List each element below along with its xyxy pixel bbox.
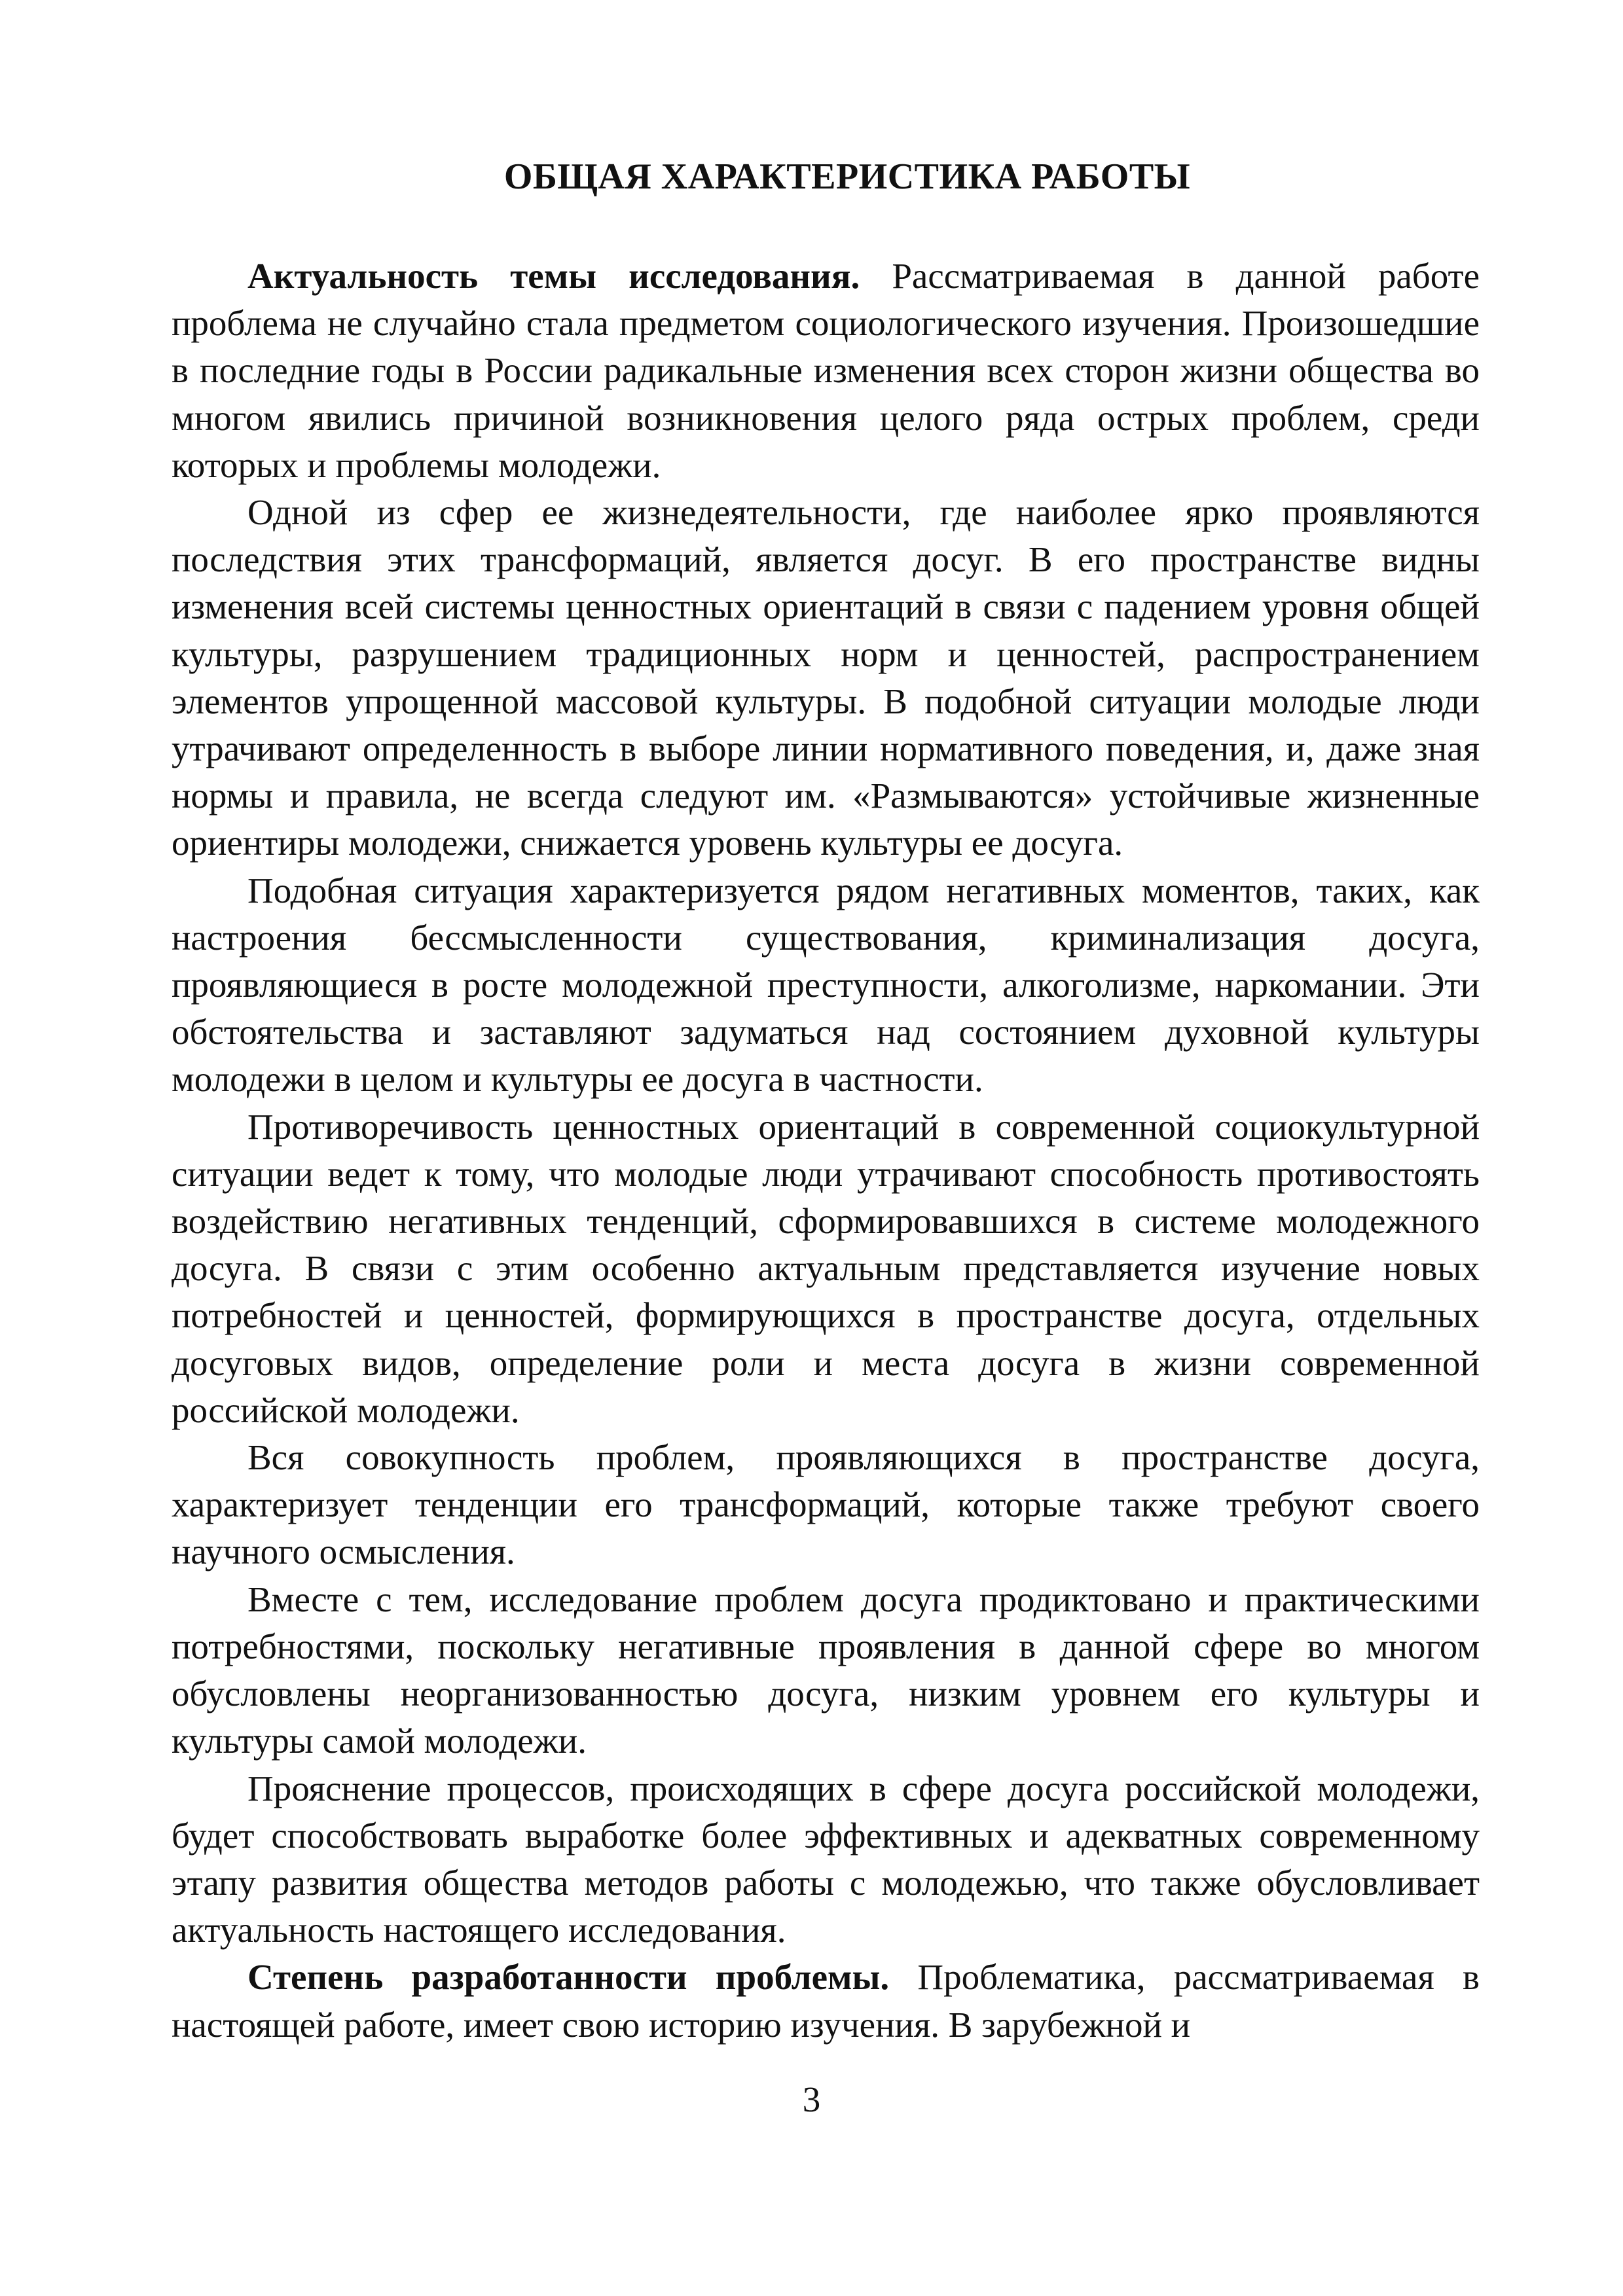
paragraph-negative-moments [172, 867, 1480, 1103]
paragraph-text: Вся совокупность проблем, проявляющихся в пространстве досуга, характеризует тенденции его трансформаций, которые также требуют своего научного осмысления. [172, 1437, 1480, 1572]
paragraph-text: Прояснение процессов, происходящих в сфере досуга российской молодежи, будет способствовать выработке более эффективных и адекватных современному этапу развития общества методов работы с молодежью, что также обусловливает актуальность настоящего исследования. [172, 1768, 1480, 1950]
paragraph-leisure-sphere [172, 489, 1480, 867]
paragraph-text: Одной из сфер ее жизнедеятельности, где наиболее ярко проявляются последствия этих трансформаций, является досуг. В его пространстве видны изменения всей системы ценностных ориентаций в связи с падением уровня общей культуры, разрушением традиционных норм и ценностей, распространением элементов упрощенной массовой культуры. В подобной ситуации молодые люди утрачивают определенность в выборе линии нормативного поведения, и, даже зная нормы и правила, не всегда следуют им. «Размываются» устойчивые жизненные ориентиры молодежи, снижается уровень культуры ее досуга. [172, 492, 1480, 863]
body-text [172, 253, 1480, 2049]
paragraph-practical-needs [172, 1576, 1480, 1765]
paragraph-text: Подобная ситуация характеризуется рядом негативных моментов, таких, как настроения бессмысленности существования, криминализация досуга, проявляющиеся в росте молодежной преступности, алкоголизме, наркомании. Эти обстоятельства и заставляют задуматься над состоянием духовной культуры молодежи в целом и культуры ее досуга в частности. [172, 870, 1480, 1100]
paragraph-text: Рассматриваемая в данной работе проблема не случайно стала предметом социологического изучения. Произошедшие в последние годы в России радикальные изменения всех сторон жизни общества во многом явились причиной возникновения целого ряда острых проблем, среди которых и проблемы молодежи. [172, 256, 1480, 485]
document-page [172, 151, 1480, 2049]
paragraph-clarification [172, 1765, 1480, 1954]
paragraph-lead: Степень разработанности проблемы. [247, 1957, 890, 1998]
paragraph-text: Проблематика, рассматриваемая в настоящей работе, имеет свою историю изучения. В зарубежной и [172, 1957, 1480, 2045]
paragraph-text: Противоречивость ценностных ориентаций в современной социокультурной ситуации ведет к тому, что молодые люди утрачивают способность противостоять воздействию негативных тенденций, сформировавшихся в системе молодежного досуга. В связи с этим особенно актуальным представляется изучение новых потребностей и ценностей, формирующихся в пространстве досуга, отдельных досуговых видов, определение роли и места досуга в жизни современной российской молодежи. [172, 1106, 1480, 1430]
paragraph-relevance [172, 253, 1480, 489]
paragraph-problems-totality [172, 1434, 1480, 1576]
section-heading: ОБЩАЯ ХАРАКТЕРИСТИКА РАБОТЫ [503, 156, 1191, 197]
paragraph-lead: Актуальность темы исследования. [247, 256, 860, 296]
paragraph-text: Вместе с тем, исследование проблем досуга продиктовано и практическими потребностями, поскольку негативные проявления в данной сфере во многом обусловлены неорганизованностью досуга, низким уровнем его культуры и культуры самой молодежи. [172, 1579, 1480, 1761]
paragraph-contradictions [172, 1103, 1480, 1434]
paragraph-degree-of-development [172, 1954, 1480, 2048]
page-number: 3 [802, 2079, 821, 2119]
